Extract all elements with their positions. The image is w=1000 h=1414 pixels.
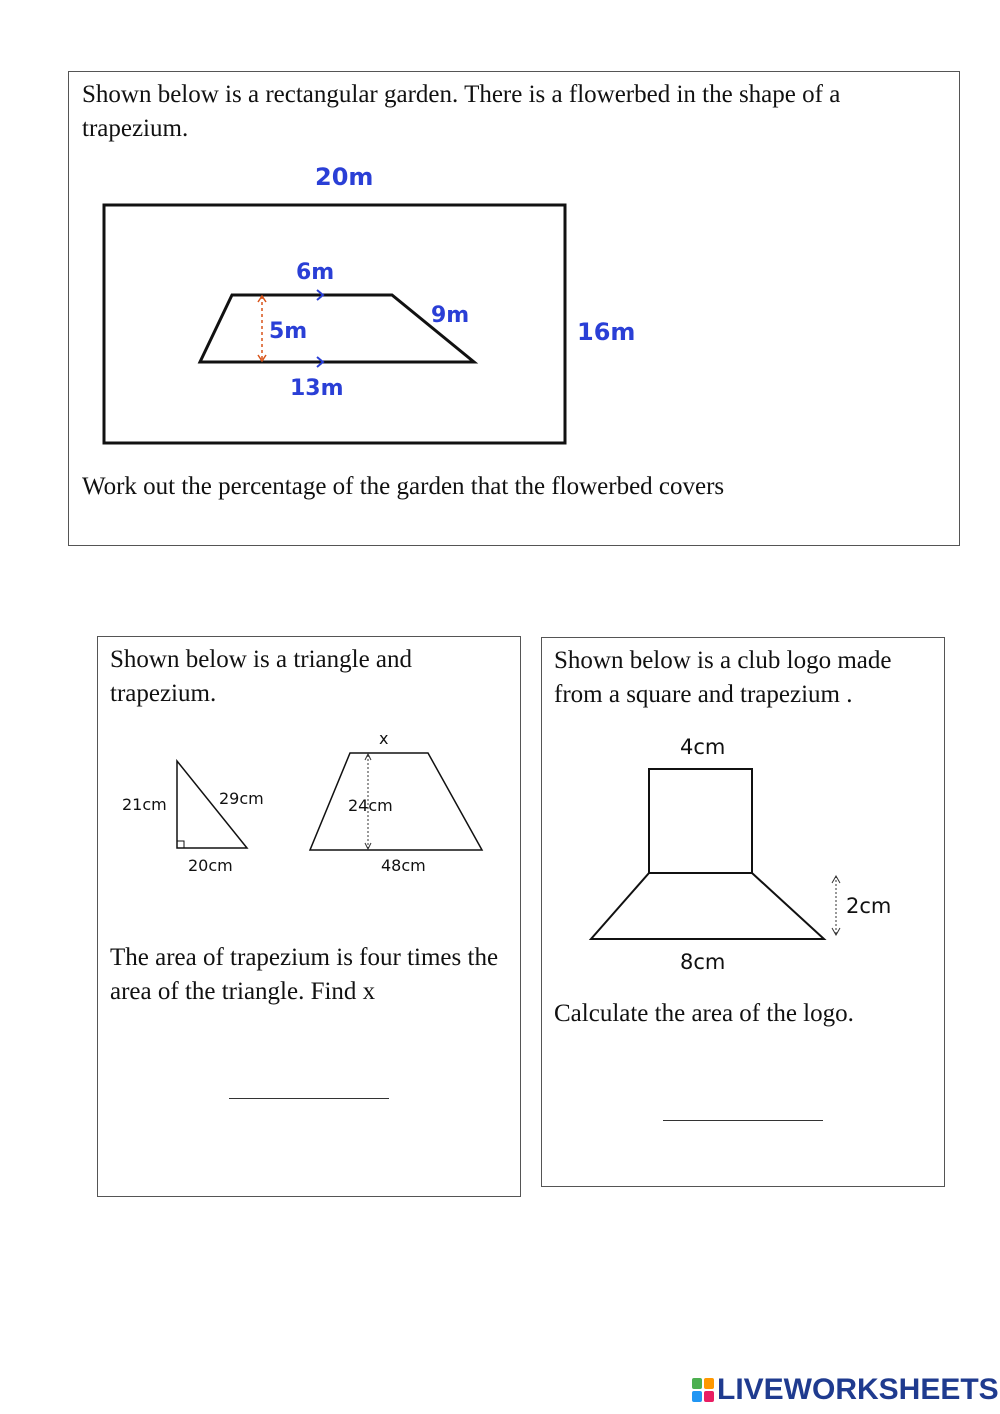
question-3-task: Calculate the area of the logo. xyxy=(554,1000,854,1027)
garden-rectangle xyxy=(104,205,565,443)
label-triangle-hypotenuse: 29cm xyxy=(219,789,264,808)
label-height: 5m xyxy=(269,319,308,344)
logo-tile-3 xyxy=(692,1391,702,1402)
question-1-box xyxy=(68,71,960,546)
question-2-answer-line[interactable] xyxy=(229,1098,389,1099)
triangle-trapezium-diagram xyxy=(98,637,522,1198)
label-bottom-side: 13m xyxy=(290,376,344,401)
label-trapezium-top: x xyxy=(379,729,389,748)
label-trapezium-bottom: 48cm xyxy=(381,856,426,875)
club-logo-diagram xyxy=(542,638,946,1188)
logo-tile-1 xyxy=(692,1378,702,1389)
question-3-answer-line[interactable] xyxy=(663,1120,823,1121)
question-3-intro: Shown below is a club logo made from a square and trapezium . xyxy=(554,647,892,708)
label-logo-bottom: 8cm xyxy=(680,950,726,974)
logo-square xyxy=(649,769,752,873)
label-garden-width: 20m xyxy=(315,163,374,191)
label-triangle-base: 20cm xyxy=(188,856,233,875)
logo-icon xyxy=(692,1378,714,1402)
right-angle-mark xyxy=(177,841,184,848)
question-3-box xyxy=(541,637,945,1187)
logo-tile-4 xyxy=(704,1391,714,1402)
label-garden-height: 16m xyxy=(577,318,636,346)
logo-tile-2 xyxy=(704,1378,714,1389)
logo-text: LIVEWORKSHEETS xyxy=(717,1373,999,1406)
liveworksheets-logo[interactable] xyxy=(692,1374,999,1406)
label-square-side: 4cm xyxy=(680,735,726,759)
label-triangle-height: 21cm xyxy=(122,795,167,814)
label-top-side: 6m xyxy=(296,260,335,285)
logo-trapezium xyxy=(591,873,824,939)
trapezium-shape xyxy=(310,753,482,850)
question-2-intro: Shown below is a triangle and trapezium. xyxy=(110,646,413,707)
question-2-box xyxy=(97,636,521,1197)
label-slant-side: 9m xyxy=(431,303,470,328)
question-2-task: The area of trapezium is four times the area of the triangle. Find x xyxy=(110,944,499,1005)
label-logo-height: 2cm xyxy=(846,894,892,918)
question-1-task: Work out the percentage of the garden that the flowerbed covers xyxy=(82,473,725,500)
question-1-intro: Shown below is a rectangular garden. There is a flowerbed in the shape of a trapezium. xyxy=(82,81,841,142)
label-trapezium-height: 24cm xyxy=(348,796,393,815)
